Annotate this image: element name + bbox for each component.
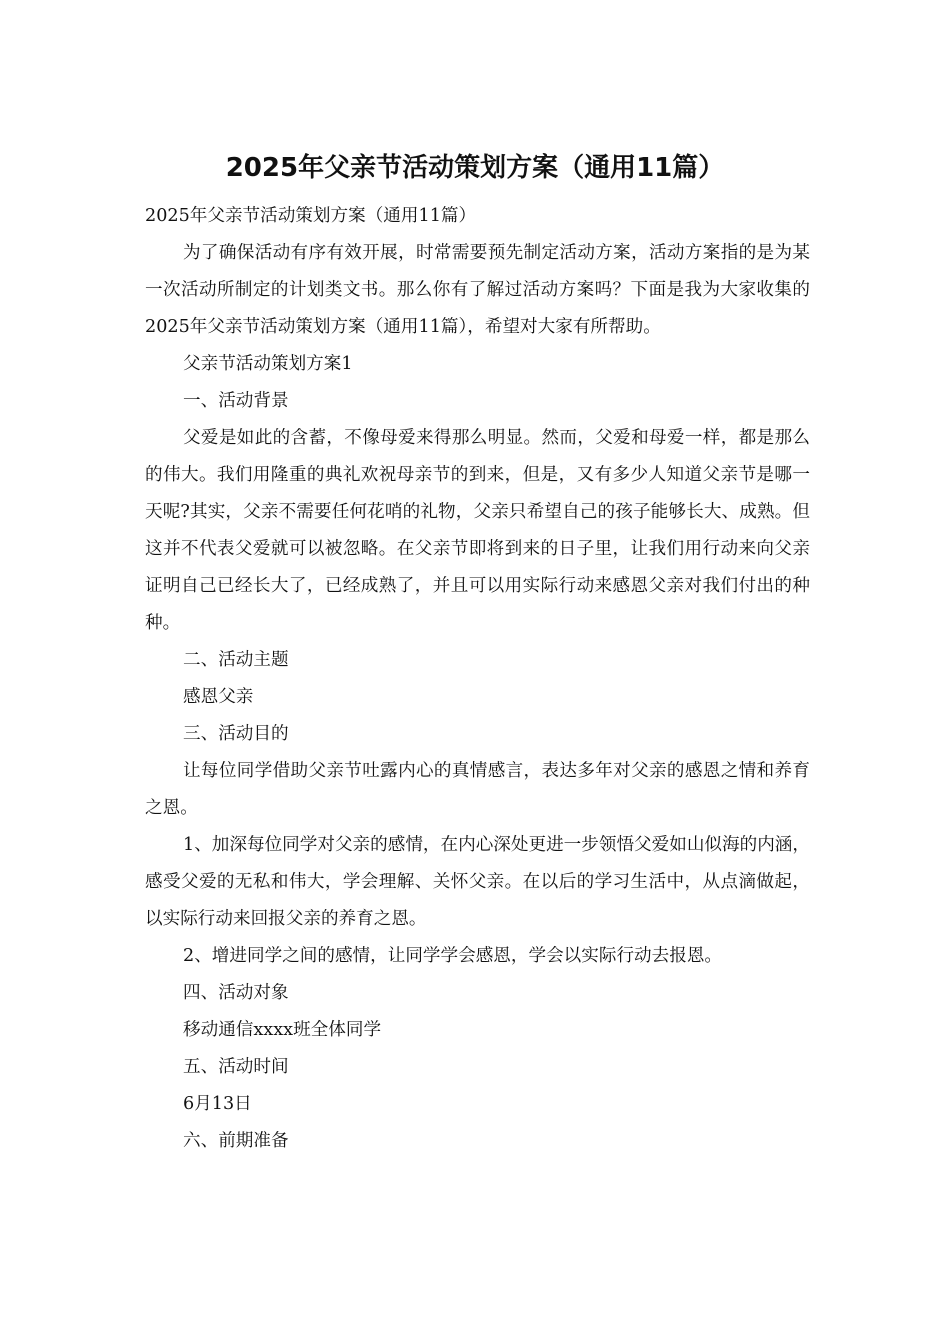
document-body: [145, 198, 810, 1160]
subtitle-paragraph: 2025年父亲节活动策划方案（通用11篇）: [145, 206, 477, 226]
list-item: 1、加深每位同学对父亲的感情，在内心深处更进一步领悟父爱如山似海的内涵，感受父爱的无私和伟大，学会理解、关怀父亲。在以后的学习生活中，从点滴做起，以实际行动来回报父亲的养育之恩。: [145, 835, 810, 929]
body-paragraph: 6月13日: [183, 1094, 252, 1114]
section-heading: 四、活动对象: [183, 983, 289, 1003]
section-heading: 二、活动主题: [183, 650, 289, 670]
document-title: 2025年父亲节活动策划方案（通用11篇）: [225, 153, 725, 183]
list-item: 2、增进同学之间的感情，让同学学会感恩，学会以实际行动去报恩。: [183, 946, 723, 966]
section-heading: 五、活动时间: [183, 1057, 289, 1077]
body-paragraph: 移动通信xxxx班全体同学: [183, 1020, 382, 1040]
intro-paragraph: 为了确保活动有序有效开展，时常需要预先制定活动方案，活动方案指的是为某一次活动所制定的计划类文书。那么你有了解过活动方案吗？下面是我为大家收集的2025年父亲节活动策划方案（通用11篇），希望对大家有所帮助。: [145, 243, 810, 337]
body-paragraph: 父爱是如此的含蓄，不像母爱来得那么明显。然而，父爱和母爱一样，都是那么的伟大。我们用隆重的典礼欢祝母亲节的到来，但是，又有多少人知道父亲节是哪一天呢?其实，父亲不需要任何花哨的礼物，父亲只希望自己的孩子能够长大、成熟。但这并不代表父爱就可以被忽略。在父亲节即将到来的日子里，让我们用行动来向父亲证明自己已经长大了，已经成熟了，并且可以用实际行动来感恩父亲对我们付出的种种。: [145, 428, 810, 633]
section-heading: 六、前期准备: [183, 1131, 289, 1151]
section-heading: 一、活动背景: [183, 391, 289, 411]
body-paragraph: 感恩父亲: [183, 687, 254, 707]
section-heading: 父亲节活动策划方案1: [183, 354, 353, 374]
body-paragraph: 让每位同学借助父亲节吐露内心的真情感言，表达多年对父亲的感恩之情和养育之恩。: [145, 761, 810, 818]
section-heading: 三、活动目的: [183, 724, 289, 744]
